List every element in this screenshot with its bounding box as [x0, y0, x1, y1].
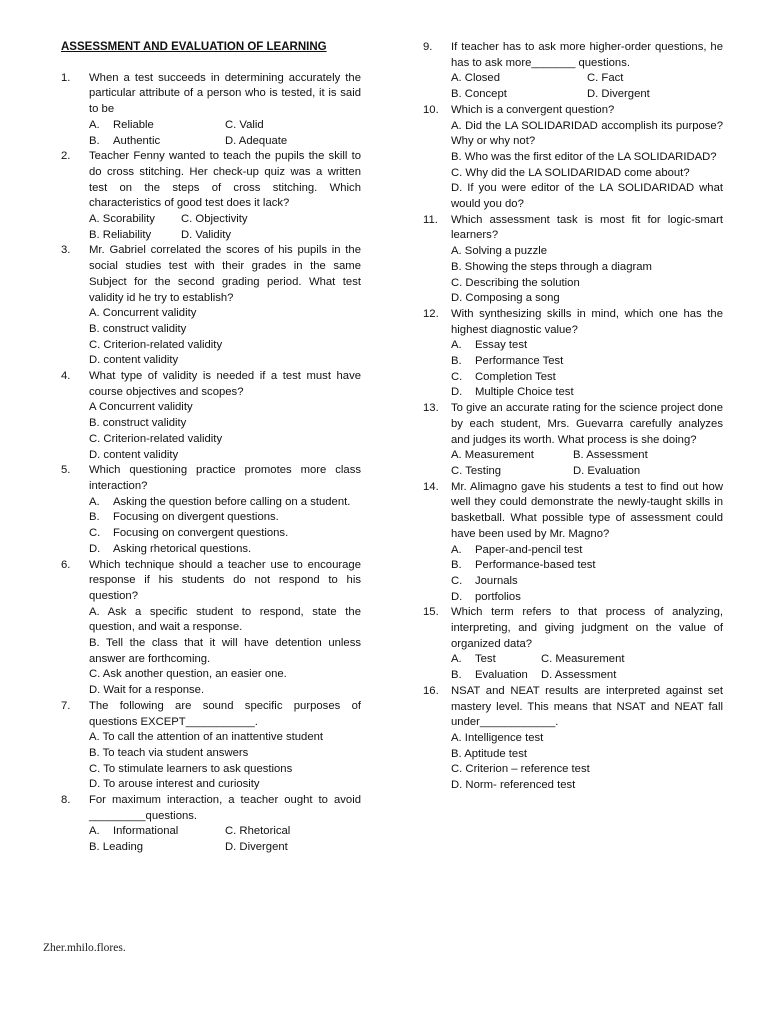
question-text: Which questioning practice promotes more class interaction?	[89, 464, 361, 492]
option-c: C. Fact	[587, 72, 624, 85]
question-number: 13.	[423, 402, 439, 415]
option-c: C. Why did the LA SOLIDARIDAD come about?	[451, 166, 690, 179]
option-b: B. Reliability	[89, 228, 152, 241]
question-16	[423, 684, 723, 794]
option-b: Evaluation	[475, 669, 528, 682]
question-14	[423, 480, 723, 606]
question-11	[423, 213, 723, 307]
question-number: 14.	[423, 480, 439, 493]
option-letter: A.	[89, 118, 100, 131]
question-4	[61, 369, 361, 463]
option-d: D. Divergent	[587, 88, 650, 101]
option-b: B. Showing the steps through a diagram	[451, 260, 652, 273]
option-a: A. Did the LA SOLIDARIDAD accomplish its purpose? Why or why not?	[451, 119, 723, 148]
question-text: For maximum interaction, a teacher ought to avoid _________questions.	[89, 794, 361, 822]
option-letter: D.	[89, 542, 101, 555]
question-10	[423, 103, 723, 213]
question-text: Teacher Fenny wanted to teach the pupils the skill to do cross stitching. Her check-up quiz was a written test on the steps of cross stitching. Which characteristics of good test does it lack?	[89, 150, 361, 210]
option-letter: B.	[451, 669, 462, 682]
option-a: Informational	[113, 825, 179, 838]
option-letter: C.	[451, 574, 463, 587]
option-letter: A.	[451, 339, 462, 352]
question-text: Which is a convergent question?	[451, 103, 615, 116]
option-d: D. Assessment	[541, 669, 617, 682]
option-a: A. Scorability	[89, 213, 155, 226]
question-number: 2.	[61, 150, 71, 163]
option-text: Asking the question before calling on a student.	[113, 495, 351, 508]
option-c: C. Criterion-related validity	[89, 338, 223, 351]
question-number: 4.	[61, 370, 71, 383]
option-d: D. To arouse interest and curiosity	[89, 778, 260, 791]
question-2	[61, 149, 361, 243]
option-d: D. Validity	[181, 228, 232, 241]
option-b: B. construct validity	[89, 322, 187, 335]
option-b	[451, 354, 723, 370]
question-13	[423, 401, 723, 480]
option-text: portfolios	[475, 590, 521, 603]
option-c: C. Objectivity	[181, 213, 248, 226]
option-d	[451, 590, 723, 606]
option-letter: D.	[451, 590, 463, 603]
option-d	[89, 542, 361, 558]
option-a	[451, 338, 723, 354]
question-number: 8.	[61, 794, 71, 807]
option-d: D. Evaluation	[573, 464, 641, 477]
question-number: 12.	[423, 307, 439, 320]
question-12	[423, 307, 723, 401]
option-d: D. Wait for a response.	[89, 684, 205, 697]
question-5	[61, 463, 361, 557]
question-number: 10.	[423, 103, 439, 116]
option-a: Reliable	[113, 118, 154, 131]
option-a: A. Solving a puzzle	[451, 245, 548, 258]
question-text: NSAT and NEAT results are interpreted against set mastery level. This means that NSAT and NEAT fall under____________.	[451, 684, 723, 729]
question-text: Mr. Gabriel correlated the scores of his pupils in the social studies test with their grades in the same Subject for the second grading period. What test validity id he try to establish?	[89, 244, 361, 304]
option-a: A. Intelligence test	[451, 731, 544, 744]
question-number: 7.	[61, 699, 71, 712]
option-b: B. Concept	[451, 88, 507, 101]
option-text: Performance-based test	[475, 559, 596, 572]
question-6	[61, 558, 361, 699]
option-letter: B.	[89, 134, 100, 147]
option-text: Focusing on convergent questions.	[113, 527, 289, 540]
page-title: ASSESSMENT AND EVALUATION OF LEARNING	[61, 41, 327, 53]
option-b: B. Assessment	[573, 449, 648, 462]
question-text: What type of validity is needed if a test must have course objectives and scopes?	[89, 370, 361, 398]
option-d: D. If you were editor of the LA SOLIDARIDAD what would you do?	[451, 182, 723, 211]
question-number: 15.	[423, 606, 439, 619]
option-b	[451, 558, 723, 574]
option-c	[451, 574, 723, 590]
question-number: 3.	[61, 244, 71, 257]
right-column	[423, 40, 723, 794]
option-b: B. Tell the class that it will have detention unless answer are forthcoming.	[89, 637, 361, 665]
option-text: Paper-and-pencil test	[475, 543, 583, 556]
option-d: D. Divergent	[225, 841, 288, 854]
option-text: Multiple Choice test	[475, 386, 574, 399]
option-a: Test	[475, 653, 496, 666]
option-a: A Concurrent validity	[89, 401, 193, 414]
option-b: Authentic	[113, 134, 161, 147]
option-text: Completion Test	[475, 370, 556, 383]
option-c: C. Measurement	[541, 653, 625, 666]
option-d: D. Norm- referenced test	[451, 779, 576, 792]
option-d	[451, 385, 723, 401]
question-text: Mr. Alimagno gave his students a test to find out how well they could demonstrate the newly-taught skills in basketball. What possible type of assessment could have been used by Mr. Magno?	[451, 480, 723, 540]
option-a: A. To call the attention of an inattentive student	[89, 731, 324, 744]
option-c: C. Ask another question, an easier one.	[89, 668, 287, 681]
option-c: C. Criterion-related validity	[89, 432, 223, 445]
option-c: C. Criterion – reference test	[451, 763, 590, 776]
option-letter: C.	[89, 527, 101, 540]
question-3	[61, 243, 361, 369]
question-1	[61, 71, 361, 150]
option-text: Asking rhetorical questions.	[113, 542, 252, 555]
question-number: 1.	[61, 71, 71, 84]
question-9	[423, 40, 723, 103]
question-number: 16.	[423, 684, 439, 697]
question-8	[61, 793, 361, 856]
option-d: D. Adequate	[225, 134, 288, 147]
author-footer: Zher.mhilo.flores.	[43, 942, 126, 954]
question-7	[61, 699, 361, 793]
option-d: D. content validity	[89, 354, 179, 367]
option-letter: B.	[451, 355, 462, 368]
option-letter: A.	[451, 653, 462, 666]
left-column	[61, 40, 361, 856]
question-text: If teacher has to ask more higher-order questions, he has to ask more_______ questions.	[451, 41, 723, 69]
question-number: 6.	[61, 558, 71, 571]
question-number: 5.	[61, 464, 71, 477]
option-a: A. Measurement	[451, 449, 534, 462]
option-c	[89, 526, 361, 542]
option-text: Focusing on divergent questions.	[113, 511, 279, 524]
option-letter: B.	[451, 559, 462, 572]
option-c	[451, 370, 723, 386]
option-b	[89, 510, 361, 526]
option-c: C. To stimulate learners to ask questions	[89, 762, 293, 775]
question-text: Which technique should a teacher use to encourage response if his students do not respond to his question?	[89, 558, 361, 602]
option-c: C. Describing the solution	[451, 276, 580, 289]
option-a: A. Ask a specific student to respond, state the question, and wait a response.	[89, 605, 361, 634]
option-b: B. Leading	[89, 841, 144, 854]
option-letter: D.	[451, 386, 463, 399]
question-text: Which term refers to that process of analyzing, interpreting, and giving judgment on the value of organized data?	[451, 606, 723, 650]
question-text: With synthesizing skills in mind, which one has the highest diagnostic value?	[451, 307, 723, 336]
question-number: 9.	[423, 41, 433, 53]
option-a: A. Closed	[451, 72, 500, 85]
question-text: When a test succeeds in determining accurately the particular attribute of a person who is tested, it is said to be	[89, 71, 361, 116]
option-c: C. Valid	[225, 118, 264, 131]
question-text: The following are sound specific purposes of questions EXCEPT___________.	[89, 699, 361, 728]
option-text: Performance Test	[475, 355, 564, 368]
option-letter: A.	[89, 495, 100, 508]
option-c: C. Testing	[451, 464, 502, 477]
option-c: C. Rhetorical	[225, 825, 291, 838]
option-a	[89, 495, 361, 511]
question-text: Which assessment task is most fit for logic-smart learners?	[451, 213, 723, 242]
option-b: B. To teach via student answers	[89, 746, 249, 759]
option-letter: A.	[89, 825, 100, 838]
option-letter: C.	[451, 370, 463, 383]
question-15	[423, 605, 723, 684]
option-letter: B.	[89, 511, 100, 524]
option-b: B. Aptitude test	[451, 747, 527, 760]
option-b: B. Who was the first editor of the LA SOLIDARIDAD?	[451, 150, 717, 163]
option-d: D. content validity	[89, 448, 179, 461]
option-text: Essay test	[475, 339, 528, 352]
option-d: D. Composing a song	[451, 292, 560, 305]
option-text: Journals	[475, 574, 518, 587]
question-text: To give an accurate rating for the science project done by each student, Mrs. Guevarra carefully analyzes and judges its worth. What process is she doing?	[451, 402, 723, 446]
question-number: 11.	[423, 213, 438, 226]
option-b: B. construct validity	[89, 417, 187, 430]
option-letter: A.	[451, 543, 462, 556]
option-a: A. Concurrent validity	[89, 307, 197, 320]
option-a	[451, 543, 723, 559]
